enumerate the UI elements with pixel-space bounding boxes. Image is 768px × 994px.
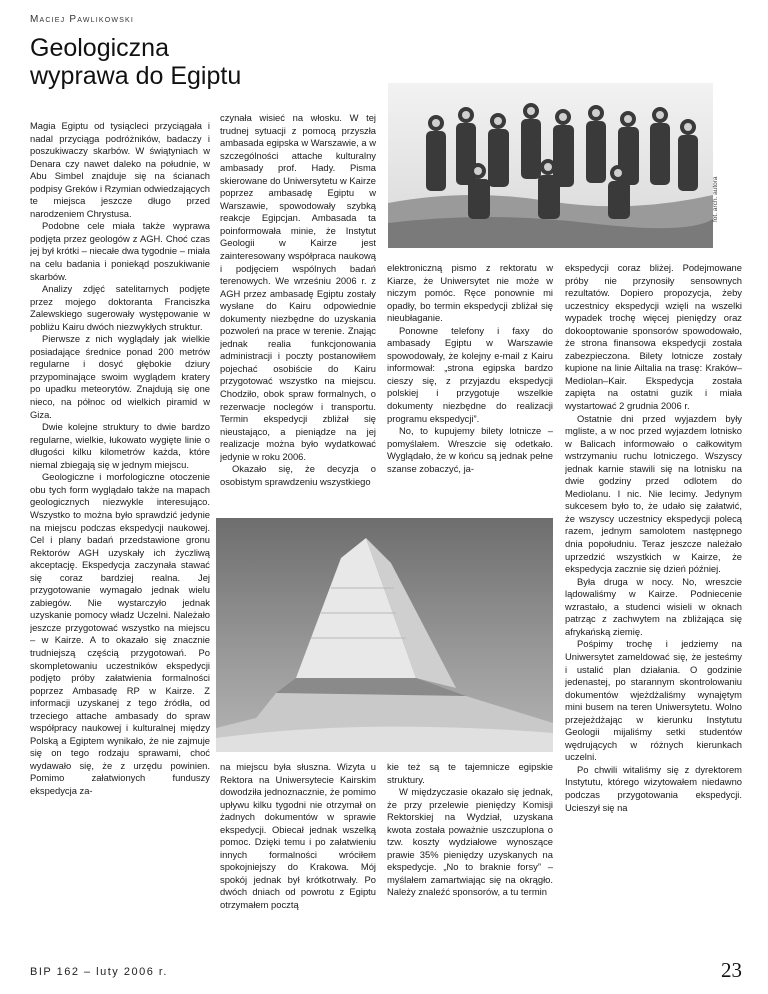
paragraph: elektroniczną pismo z rektoratu w Kiarze, że Uniwersytet nie może w niczym pomóc. Ręce ponownie mi opadły, bo termin ekspedycji zbliżał się nieubłaganie. [387, 262, 553, 324]
paragraph: Ponowne telefony i faxy do ambasady Egiptu w Warszawie spowodowały, że kolejny e-mail z Kairu informował: „strona egipska bardzo cieszy się, z przyjazdu ekspedycji polskiej i przygotuje wszelkie dokumenty niezbędne do realizacji programu ekspedycji”. [387, 324, 553, 424]
footer-issue: BIP 162 – luty 2006 r. [30, 966, 168, 978]
column-2-bottom [220, 761, 376, 960]
paragraph: Pierwsze z nich wyglądały jak wielkie posiadające średnice ponad 200 metrów regularne i dosyć głębokie dziury przypominające swoim wyglądem kratery po upadku meteorytów. Znajdują się one nieco, na północ od wielkich piramid w Giza. [30, 333, 210, 420]
group-photo [388, 83, 713, 248]
pyramid-photo-image [216, 518, 553, 752]
group-photo-image [388, 83, 713, 248]
paragraph: na miejscu była słuszna. Wizyta u Rektora na Uniwersytecie Kairskim dowodziła jednoznacznie, że pomimo upływu kilku tygodni nie otrzymał on żadnych dokumentów w sprawie ekspedycji. Obiecał jednak wszelką pomoc. Dzięki temu i po załatwieniu innych formalności wróciłem spokojniejszy do Krakowa. Mój spokój jednak był krótkotrwały. Po dwóch dniach od powrotu z Egiptu otrzymałem pocztą [220, 761, 376, 911]
paragraph: Analizy zdjęć satelitarnych podjęte przez mojego doktoranta Franciszka Zalewskiego sugerowały występowanie w pobliżu Kairu dwóch niezwykłych struktur. [30, 283, 210, 332]
column-3-bottom [387, 761, 553, 960]
column-1 [30, 120, 210, 960]
paragraph: Pośpimy trochę i jedziemy na Uniwersytet zameldować się, że jesteśmy i ustalić plan działania. O godzinie jedenastej, po starannym skontrolowaniu dokumentów wjeżdżaliśmy wynajętym mini busem na teren Uniwersytetu. Wolno przejeżdżając w kierunku Instytutu Geologii mijaliśmy setki studentów wędrujących w różnych kierunkach uczelni. [565, 638, 742, 763]
pyramid-photo [216, 518, 553, 752]
title-line-2: wyprawa do Egiptu [30, 62, 242, 90]
paragraph: czynała wisieć na włosku. W tej trudnej sytuacji z pomocą przyszła ambasada egipska w Warszawie, a w szczególności attache kulturalny ambasady prof. Hady. Pisma skierowane do Uniwersytetu w Kairze poprzez ambasadę Egiptu w Warszawie, spowodowały szybką reakcje Egipcjan. Ambasada ta poinformowała minie, że Instytut Geologii w Kairze jest zainteresowany współpraca naukową i podjęciem wspólnych badań terenowych. We wrześniu 2006 r. z AGH przez ambasadę Egiptu zostały wysłane do Kairu odpowiednie dokumenty niezbędne do uzyskania pozwoleń na prace w terenie. Znając jednak realia funkcjonowania administracji i poczty postanowiłem pojechać osobiście do Kairu przygotować wszystko na miejscu. Chodziło, obok spraw formalnych, o rezerwacje noclegów i transportu. Termin ekspedycji zbliżał się nieustająco, a pieniądze na jej realizacje można było wydatkować jedynie w roku 2006. [220, 112, 376, 462]
column-3-top [387, 262, 553, 522]
paragraph: Geologiczne i morfologiczne otoczenie obu tych form wyglądało także na mapach geologicznych niezwykle interesująco. Wszystko to można było sprawdzić jedynie na miejscu podczas ekspedycji naukowej. Cel i plany badań przedstawione gronu Rektorów AGH uzyskały ich życzliwą akceptację. Ekspedycja zaczynała stawać się coraz bardziej realna. Jej przygotowanie wymagało jednak wielu zabiegów. Nie wystarczyło jednak uzyskanie pomocy władz Uczelni. Należało jeszcze przygotować wszystko na miejscu – w Kairze. A to okazało się znacznie trudniejszą częścią przygotowań. Po skompletowaniu uczestników ekspedycji podjęto próby załatwienia formalności poprzez Ambasadę RP w Kairze. Z informacji uzyskanej z tego źródła, od trzeciego attache ambasady do spraw współpracy naukowej i kulturalnej między Polską a Egiptem wynikało, że nie zajmuje się on tego rodzaju sprawami, choć wydawało się, że z urzędu powinien. Pomimo załatwionych funduszy ekspedycja za- [30, 471, 210, 796]
page-number: 23 [721, 958, 742, 982]
paragraph: Była druga w nocy. No, wreszcie lądowaliśmy w Kairze. Podniecenie wzrastało, a studenci wisieli w oknach patrząc z zachwytem na zbliżająca się afrykańską ziemię. [565, 575, 742, 637]
paragraph: Ostatnie dni przed wyjazdem były mgliste, a w noc przed wyjazdem lotnisko w Balicach informowało o całkowitym wstrzymaniu ruchu lotniczego. Wszyscy jednak karnie stawili się na lotnisku na dwie godziny przed odlotem do Mediolanu. I nic. Nie lecimy. Jedynym sukcesem było to, że udało się załatwić, że wszyscy uczestnicy ekspedycji polecą razem, jednym samolotem następnego dnia popołudniu. Teraz jeszcze należało uprzedzić wszystkich w Kairze, że ekspedycja zacznie się dzień później. [565, 412, 742, 575]
column-4 [565, 262, 742, 960]
author-name: Maciej Pawlikowski [30, 14, 135, 25]
paragraph: Po chwili witaliśmy się z dyrektorem Instytutu, którego wizytowałem niedawno podczas przygotowania ekspedycji. Ucieszył się na [565, 763, 742, 813]
paragraph: Dwie kolejne struktury to dwie bardzo regularne, wielkie, łukowato wygięte linie o długości kilku kilometrów każda, które niemal zbiegają się w jednym miejscu. [30, 421, 210, 470]
photo-credit: fot. arch. autora [712, 176, 719, 222]
paragraph: Magia Egiptu od tysiącleci przyciągała i nadal przyciąga podróżników, badaczy i poszukiwaczy skarbów. W świątyniach w Denara czy nawet daleko na południe, w Abu Simbel znajduje się na ścianach podpisy Greków i Rzymian odwiedzających te miejsca jeszcze długo przed narodzeniem Chrystusa. [30, 120, 210, 219]
column-2-top [220, 112, 376, 510]
article-title [30, 34, 241, 90]
paragraph: Podobne cele miała także wyprawa podjęta przez geologów z AGH. Choć czas jej był krótki – niecałe dwa tygodnie – miała na celu badania i poniekąd poszukiwanie skarbów. [30, 220, 210, 282]
paragraph: ekspedycji coraz bliżej. Podejmowane próby nie przynosiły sensownych rezultatów. Dopiero propozycja, żeby uczestnicy ekspedycji wzięli na wszelki wypadek trochę więcej pieniędzy oraz dokooptowanie sponsorów spowodowało, że strona finansowa ekspedycji została zabezpieczona. Bilety lotnicze zostały kupione na linie Ailtalia na trasę: Kraków–Mediolan–Kair. Ekspedycja została zapięta na ostatni guzik i miała wystartować 2 grudnia 2006 r. [565, 262, 742, 412]
paragraph: Okazało się, że decyzja o osobistym sprawdzeniu wszystkiego [220, 463, 376, 487]
title-line-1: Geologiczna [30, 34, 169, 62]
paragraph: kie też są te tajemnicze egipskie struktury. [387, 761, 553, 785]
paragraph: No, to kupujemy bilety lotnicze – pomyślałem. Wreszcie się odetkało. Wyglądało, że w końcu są jednak pełne szanse zobaczyć, ja- [387, 425, 553, 474]
paragraph: W międzyczasie okazało się jednak, że przy przelewie pieniędzy Komisji Rektorskiej na Wydział, uzyskana kwota została poważnie uszczuplona o tzw. koszty wydziałowe wynoszące prawie 35% pieniędzy uzyskanych na ekspedycje. „No to braknie forsy” – myślałem zamartwiając się na okrągło. Należy znaleźć sponsorów, a tu termin [387, 786, 553, 898]
